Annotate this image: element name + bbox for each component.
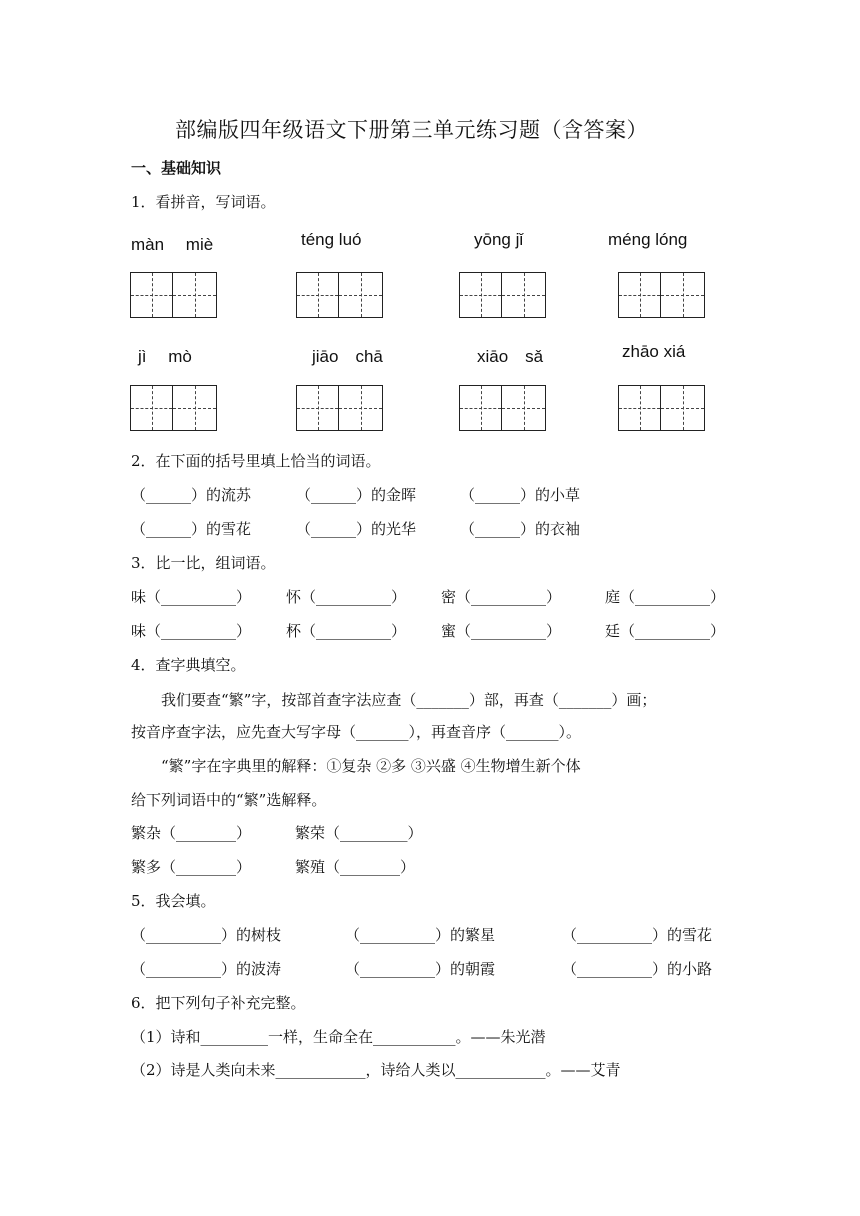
fill-item: （______）的小草 [460, 486, 581, 504]
question-6-prompt: 6．把下列句子补充完整。 [131, 994, 306, 1012]
pinyin-5: jì mò [138, 347, 192, 366]
fill-item: 杯（__________） [286, 622, 407, 640]
pinyin-7: xiāo sǎ [477, 347, 544, 366]
question-1-prompt: 1．看拼音，写词语。 [131, 193, 276, 211]
fill-item: （______）的光华 [296, 520, 417, 538]
writing-grid[interactable] [130, 272, 217, 318]
pinyin-2: téng luó [301, 230, 362, 249]
fill-item: 繁殖（________） [295, 858, 416, 876]
fill-item: （__________）的雪花 [562, 926, 713, 944]
section-heading: 一、基础知识 [131, 159, 222, 177]
page-title: 部编版四年级语文下册第三单元练习题（含答案） [175, 118, 648, 142]
fill-item: 繁荣（_________） [295, 824, 423, 842]
writing-grid[interactable] [618, 272, 705, 318]
question-3-prompt: 3．比一比，组词语。 [131, 554, 276, 572]
writing-grid[interactable] [130, 385, 217, 431]
fill-item: （__________）的树枝 [131, 926, 282, 944]
writing-grid[interactable] [459, 385, 546, 431]
writing-grid[interactable] [618, 385, 705, 431]
fill-item: （______）的雪花 [131, 520, 252, 538]
writing-grid[interactable] [296, 385, 383, 431]
paragraph-line: 按音序查字法，应先查大写字母（_______），再查音序（_______）。 [131, 723, 582, 741]
writing-grid[interactable] [459, 272, 546, 318]
question-5-prompt: 5．我会填。 [131, 892, 216, 910]
fill-item: 味（__________） [131, 622, 252, 640]
paragraph-line: 我们要查“繁”字，按部首查字法应查（_______）部，再查（_______）画； [161, 691, 657, 709]
pinyin-6: jiāo chā [312, 347, 383, 366]
pinyin-4: méng lóng [608, 230, 688, 249]
pinyin-3: yōng jǐ [474, 230, 524, 249]
fill-item: 廷（__________） [605, 622, 726, 640]
fill-item: （__________）的朝霞 [345, 960, 496, 978]
fill-item: （__________）的波涛 [131, 960, 282, 978]
fill-item: 庭（__________） [605, 588, 726, 606]
sentence-2: （2）诗是人类向未来____________，诗给人类以____________。——艾青 [131, 1061, 621, 1079]
fill-item: 怀（__________） [286, 588, 407, 606]
pinyin-1: màn miè [131, 235, 214, 254]
paragraph-line: “繁”字在字典里的解释：①复杂 ②多 ③兴盛 ④生物增生新个体 [161, 757, 581, 775]
fill-item: （__________）的繁星 [345, 926, 496, 944]
paragraph-line: 给下列词语中的“繁”选解释。 [131, 791, 327, 809]
fill-item: （______）的衣袖 [460, 520, 581, 538]
question-4-prompt: 4．查字典填空。 [131, 656, 246, 674]
fill-item: 味（__________） [131, 588, 252, 606]
question-2-prompt: 2．在下面的括号里填上恰当的词语。 [131, 452, 381, 470]
writing-grid[interactable] [296, 272, 383, 318]
fill-item: 繁多（________） [131, 858, 252, 876]
pinyin-8: zhāo xiá [622, 342, 686, 361]
fill-item: （______）的金晖 [296, 486, 417, 504]
fill-item: 蜜（__________） [441, 622, 562, 640]
fill-item: （__________）的小路 [562, 960, 713, 978]
fill-item: 密（__________） [441, 588, 562, 606]
sentence-1: （1）诗和_________一样，生命全在___________。——朱光潜 [131, 1028, 546, 1046]
fill-item: （______）的流苏 [131, 486, 252, 504]
fill-item: 繁杂（________） [131, 824, 252, 842]
